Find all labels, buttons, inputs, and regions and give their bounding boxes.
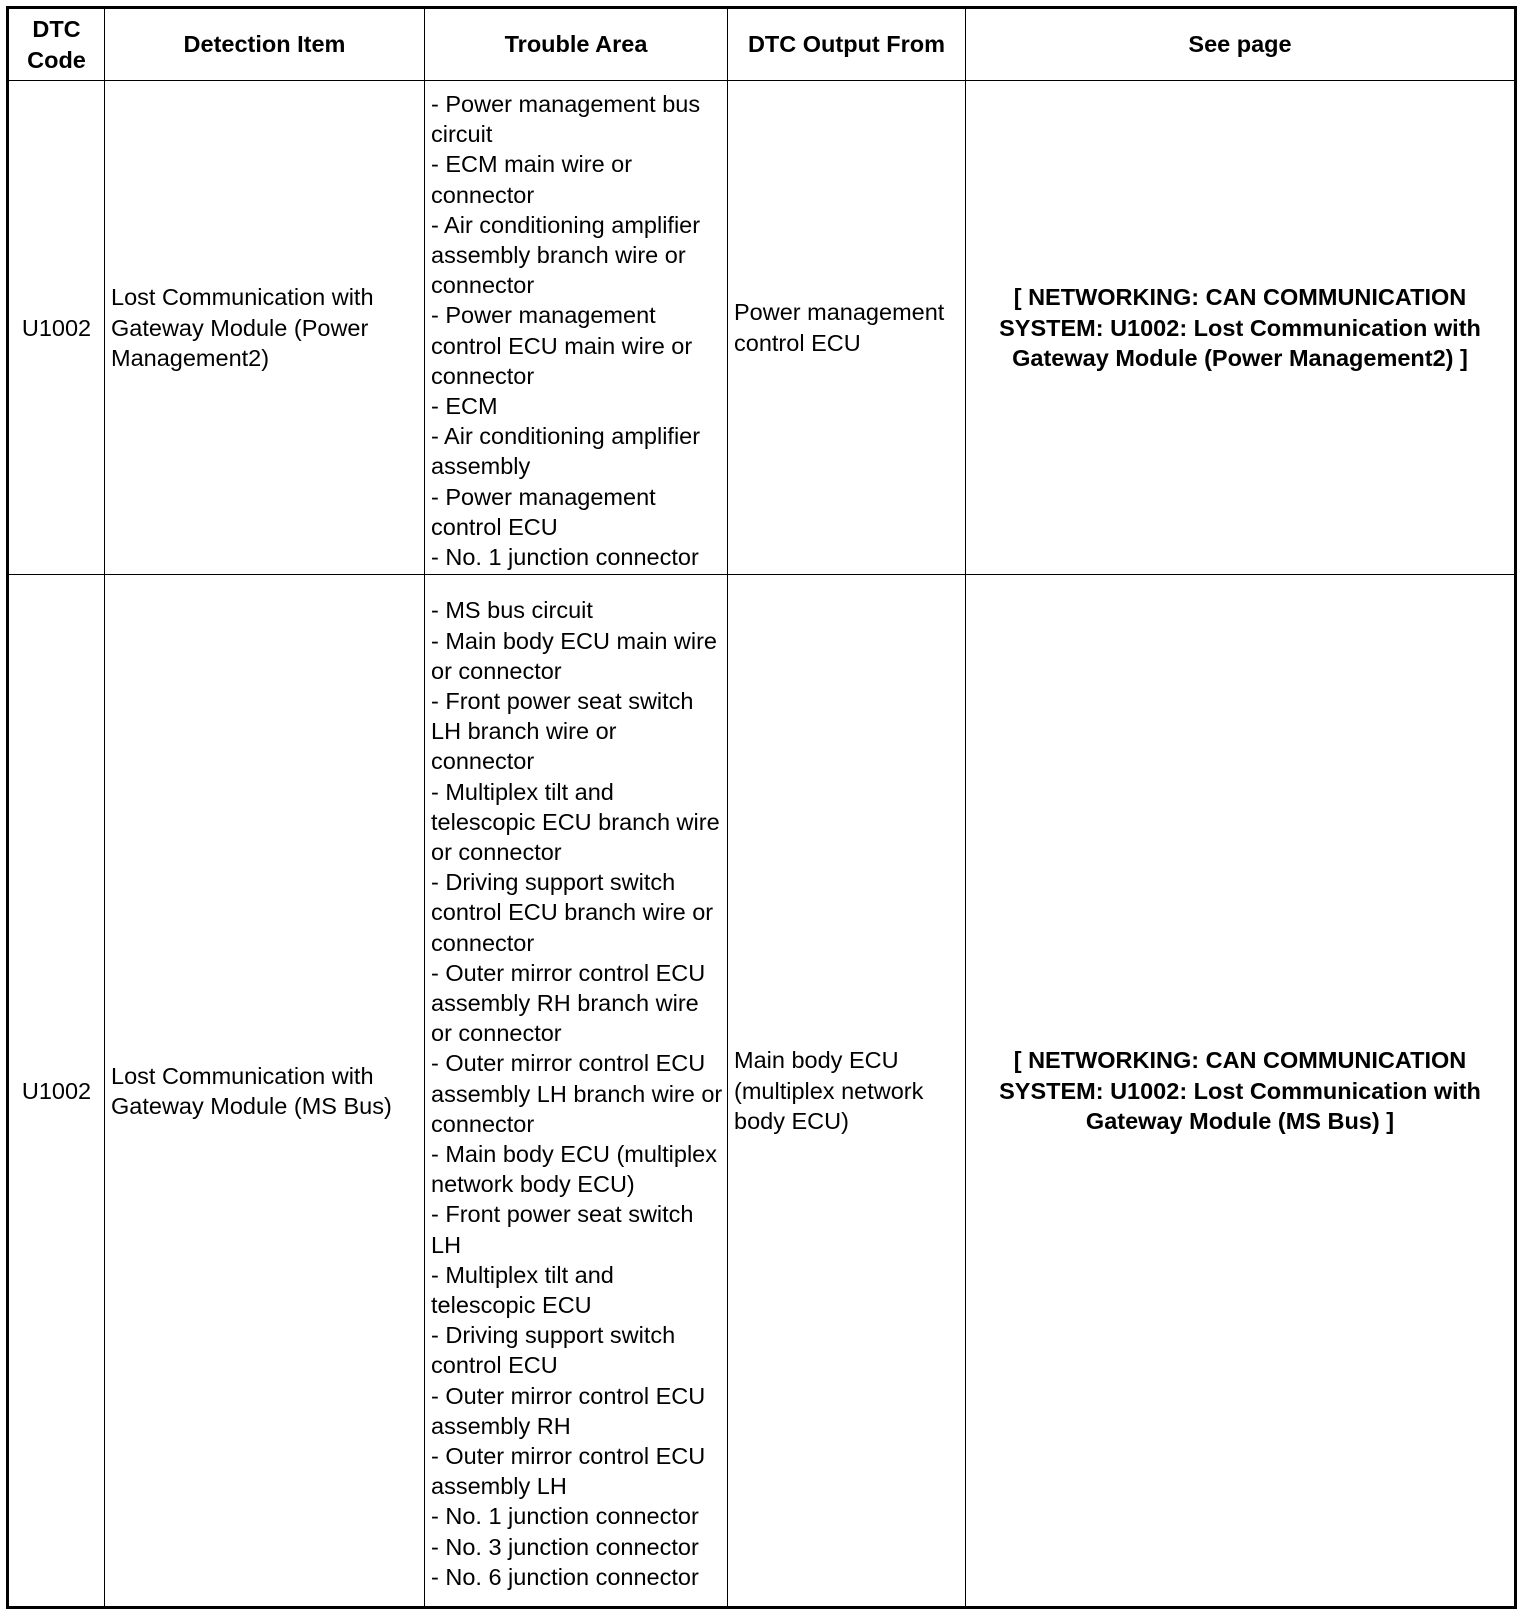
dtc-output-from-cell: Main body ECU (multiplex network body ECU) — [728, 575, 966, 1608]
trouble-area-item: - Main body ECU (multiplex network body ECU) — [431, 1141, 718, 1198]
trouble-area-item: - Main body ECU main wire or connector — [431, 627, 718, 684]
trouble-area-item: - Air conditioning amplifier assembly — [431, 423, 701, 480]
header-dtc-code: DTC Code — [8, 8, 105, 81]
trouble-area-item: - No. 1 junction connector — [431, 544, 699, 571]
trouble-area-item: - Multiplex tilt and telescopic ECU branch wire or connector — [431, 778, 720, 866]
detection-item-cell: Lost Communication with Gateway Module (MS Bus) — [105, 575, 425, 1608]
trouble-area-item: - Multiplex tilt and telescopic ECU — [431, 1261, 614, 1319]
trouble-area-item: - Driving support switch control ECU — [431, 1322, 676, 1379]
trouble-area-item: - No. 1 junction connector — [431, 1503, 699, 1530]
dtc-code-cell: U1002 — [8, 81, 105, 575]
table-header — [8, 8, 1516, 81]
see-page-link[interactable]: [ NETWORKING: CAN COMMUNICATION SYSTEM: U1002: Lost Communication with Gateway Module (MS Bus) ] — [966, 575, 1516, 1608]
trouble-area-item: - Outer mirror control ECU assembly LH — [431, 1443, 706, 1500]
trouble-area-item: - Front power seat switch LH branch wire or connector — [431, 688, 694, 775]
trouble-area-item: - Power management bus circuit — [431, 91, 701, 148]
trouble-area-item: - Power management control ECU — [431, 483, 656, 540]
table-row — [8, 575, 1516, 1608]
trouble-area-cell — [425, 575, 728, 1608]
trouble-area-item: - MS bus circuit — [431, 597, 593, 624]
trouble-area-item: - No. 6 junction connector — [431, 1563, 699, 1590]
trouble-area-item: - Outer mirror control ECU assembly RH — [431, 1382, 706, 1439]
table-body — [8, 81, 1516, 1608]
dtc-output-from-cell: Power management control ECU — [728, 81, 966, 575]
trouble-area-item: - Air conditioning amplifier assembly branch wire or connector — [431, 211, 701, 299]
dtc-code-cell: U1002 — [8, 575, 105, 1608]
detection-item-cell: Lost Communication with Gateway Module (Power Management2) — [105, 81, 425, 575]
trouble-area-cell — [425, 81, 728, 575]
header-row — [8, 8, 1516, 81]
trouble-area-item: - Power management control ECU main wire or connector — [431, 302, 693, 389]
trouble-area-item: - ECM main wire or connector — [431, 151, 633, 208]
header-dtc-output-from: DTC Output From — [728, 8, 966, 81]
trouble-area-item: - ECM — [431, 393, 498, 420]
header-see-page: See page — [966, 8, 1516, 81]
trouble-area-item: - Front power seat switch LH — [431, 1201, 694, 1258]
trouble-area-item: - Outer mirror control ECU assembly RH branch wire or connector — [431, 959, 706, 1047]
trouble-area-item: - Outer mirror control ECU assembly LH branch wire or connector — [431, 1050, 723, 1137]
trouble-area-item: - Driving support switch control ECU branch wire or connector — [431, 869, 714, 956]
table-row — [8, 81, 1516, 575]
header-detection-item: Detection Item — [105, 8, 425, 81]
see-page-link[interactable]: [ NETWORKING: CAN COMMUNICATION SYSTEM: U1002: Lost Communication with Gateway Module (Power Management2) ] — [966, 81, 1516, 575]
trouble-area-item: - No. 3 junction connector — [431, 1533, 699, 1560]
header-trouble-area: Trouble Area — [425, 8, 728, 81]
dtc-table — [6, 6, 1517, 1609]
